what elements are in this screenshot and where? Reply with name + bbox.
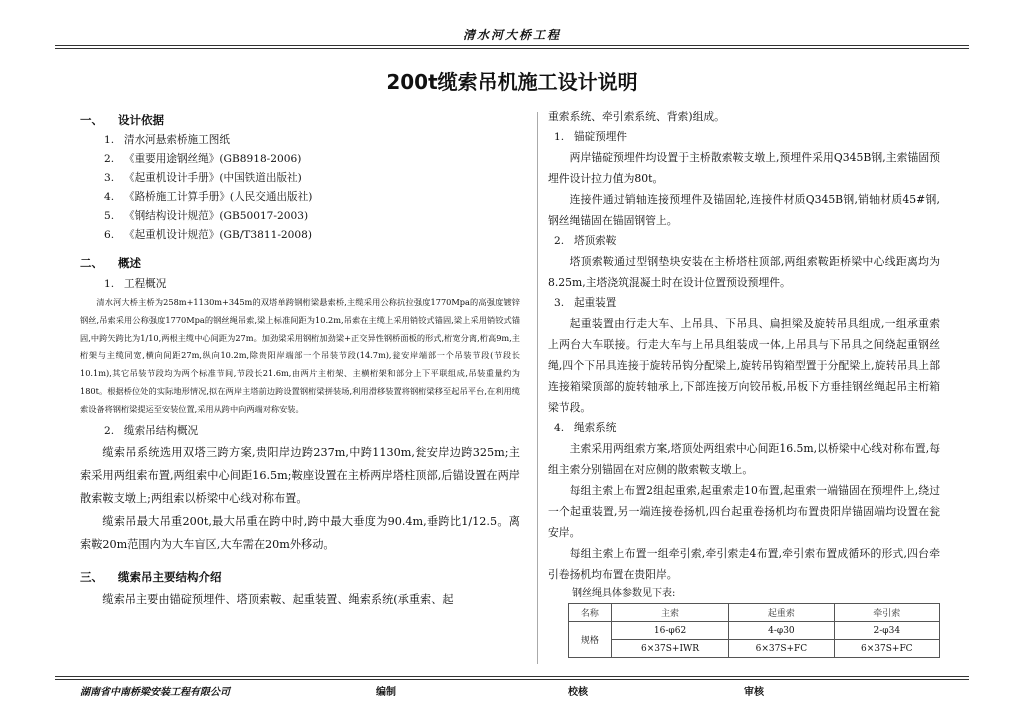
footer-rule [55, 676, 969, 677]
list-item: 1. 清水河悬索桥施工图纸 [104, 134, 230, 146]
section-number: 一、 [80, 113, 103, 127]
design-basis-list [80, 131, 520, 245]
footer-rule [55, 679, 969, 680]
list-item: 2. 《重要用途钢丝绳》(GB8918-2006) [104, 153, 302, 165]
footer [80, 683, 940, 699]
structure-intro-paragraph: 缆索吊主要由锚碇预埋件、塔顶索鞍、起重装置、绳索系统(承重索、起 [102, 592, 454, 606]
section-number: 三、 [80, 569, 103, 584]
list-item: 6. 《起重机设计规范》(GB/T3811-2008) [104, 229, 312, 241]
subsection-heading: 2. 缆索吊结构概况 [104, 424, 199, 437]
list-item: 4. 《路桥施工计算手册》(人民交通出版社) [104, 191, 313, 203]
table-row: 规格 16-φ62 4-φ30 2-φ34 [569, 622, 940, 640]
audit-label: 审核 [744, 687, 764, 698]
section-title: 缆索吊主要结构介绍 [118, 569, 222, 584]
edit-label: 编制 [376, 687, 396, 698]
subsection-heading: 2. 塔顶索鞍 [554, 235, 617, 247]
section-heading-basis [80, 110, 520, 131]
company-name: 湖南省中南桥梁安装工程有限公司 [80, 687, 230, 698]
project-header-title: 清水河大桥工程 [462, 28, 561, 42]
subsection-heading: 4. 绳索系统 [554, 422, 617, 434]
table-intro: 钢丝绳具体参数见下表: [572, 588, 676, 599]
rope-system-paragraph: 主索采用两组索方案,塔顶处两组索中心间距16.5m,以桥梁中心线对称布置,每组主索分别锚固在对应侧的散索鞍支墩上。 [548, 442, 940, 476]
section-title: 概述 [118, 256, 141, 270]
document-title: 200t缆索吊机施工设计说明 [386, 70, 638, 94]
hoisting-rope-paragraph: 每组主索上布置2组起重索,起重索走10布置,起重索一端锚固在预埋件上,绕过一个起重装置,另一端连接卷扬机,四台起重卷扬机均布置贵阳岸锚固端均设置在瓮安岸。 [548, 484, 940, 539]
traction-rope-paragraph: 每组主索上布置一组牵引索,牵引索走4布置,牵引索布置成循环的形式,四台牵引卷扬机均布置在贵阳岸。 [548, 547, 940, 581]
subsection-heading: 1. 锚碇预埋件 [554, 131, 627, 143]
cable-crane-capacity-paragraph: 缆索吊最大吊重200t,最大吊重在跨中时,跨中最大垂度为90.4m,垂跨比1/12.5。离索鞍20m范围内为大车盲区,大车需在20m外移动。 [80, 514, 520, 551]
anchor-embedded-paragraph: 两岸锚碇预埋件均设置于主桥散索鞍支墩上,预埋件采用Q345B钢,主索锚固预埋件设计拉力值为80t。 [548, 151, 940, 185]
column-divider [537, 112, 538, 664]
continued-text: 重索系统、牵引索系统、背索)组成。 [548, 110, 725, 123]
table-header-row: 名称 主索 起重索 牵引索 [569, 604, 940, 622]
section-number: 二、 [80, 256, 103, 270]
section-title: 设计依据 [118, 113, 164, 127]
connector-paragraph: 连接件通过销轴连接预埋件及锚固轮,连接件材质Q345B钢,销轴材质45#钢,钢丝绳锚固在锚固钢管上。 [548, 193, 940, 227]
tower-saddle-paragraph: 塔顶索鞍通过型钢垫块安装在主桥塔柱顶部,两组索鞍距桥梁中心线距离均为8.25m,主塔浇筑混凝土时在设计位置预设预埋件。 [548, 255, 940, 289]
right-column [548, 106, 940, 658]
table-row: 6×37S+IWR 6×37S+FC 6×37S+FC [569, 640, 940, 658]
wire-rope-spec-table [568, 603, 940, 658]
lifting-device-paragraph: 起重装置由行走大车、上吊具、下吊具、扁担梁及旋转吊具组成,一组承重索上两台大车联接。行走大车与上吊具组装成一体,上吊具与下吊具之间绕起重钢丝绳,四个下吊具连接于旋转吊钩分配梁上,旋转吊钩箱型置于分配梁上,旋转吊具上部连接箱梁顶部的旋转轴承上,下部连接万向铰吊板,吊板下方垂挂钢丝绳起吊主桁箱梁节段。 [548, 317, 940, 414]
section-heading-structure [80, 566, 520, 588]
subsection-heading: 3. 起重装置 [554, 297, 617, 309]
cable-crane-structure-paragraph: 缆索吊系统选用双塔三跨方案,贵阳岸边跨237m,中跨1130m,瓮安岸边跨325m;主索采用两组索布置,两组索中心间距16.5m;鞍座设置在主桥两岸塔柱顶部,后锚设置在两岸散索鞍支墩上;两组索以桥梁中心线对称布置。 [80, 445, 520, 505]
project-overview-paragraph: 清水河大桥主桥为258m+1130m+345m的双塔单跨钢桁梁悬索桥,主缆采用公称抗拉强度1770Mpa的高强度镀锌钢丝,吊索采用公称强度1770Mpa的钢丝绳吊索,梁上标准间距为10.2m,吊索在主缆上采用销铰式锚固,梁上采用销铰式锚固,中跨矢跨比为1/10,两根主缆中心间距为27m。加劲梁采用钢桁加劲梁+正交异性钢桥面板的形式,桁宽分离,桁高9m,主桁架与主缆同宽,横向间距27m,纵向10.2m,除贵阳岸端部一个吊装节段(14.7m),瓮安岸端部一个吊装节段(节段长10.1m),其它吊装节段均为两个标准节间,节段长21.6m,由两片主桁架、主横桁架和部分上下平联组成,吊装重量约为180t。根据桥位处的实际地形情况,拟在两岸主塔前边跨设置钢桁梁拼装场,利用滑移装置将钢桁梁移至起吊平台,在利用缆索设备将钢桁梁提运至安装位置,采用从跨中向两端对称安装。 [80, 297, 520, 414]
review-label: 校核 [568, 687, 588, 698]
header-rule [55, 45, 969, 46]
left-column [80, 110, 520, 611]
subsection-heading: 1. 工程概况 [104, 278, 167, 290]
list-item: 3. 《起重机设计手册》(中国铁道出版社) [104, 172, 302, 184]
header-rule [55, 48, 969, 49]
list-item: 5. 《钢结构设计规范》(GB50017-2003) [104, 210, 309, 222]
section-heading-overview [80, 253, 520, 274]
